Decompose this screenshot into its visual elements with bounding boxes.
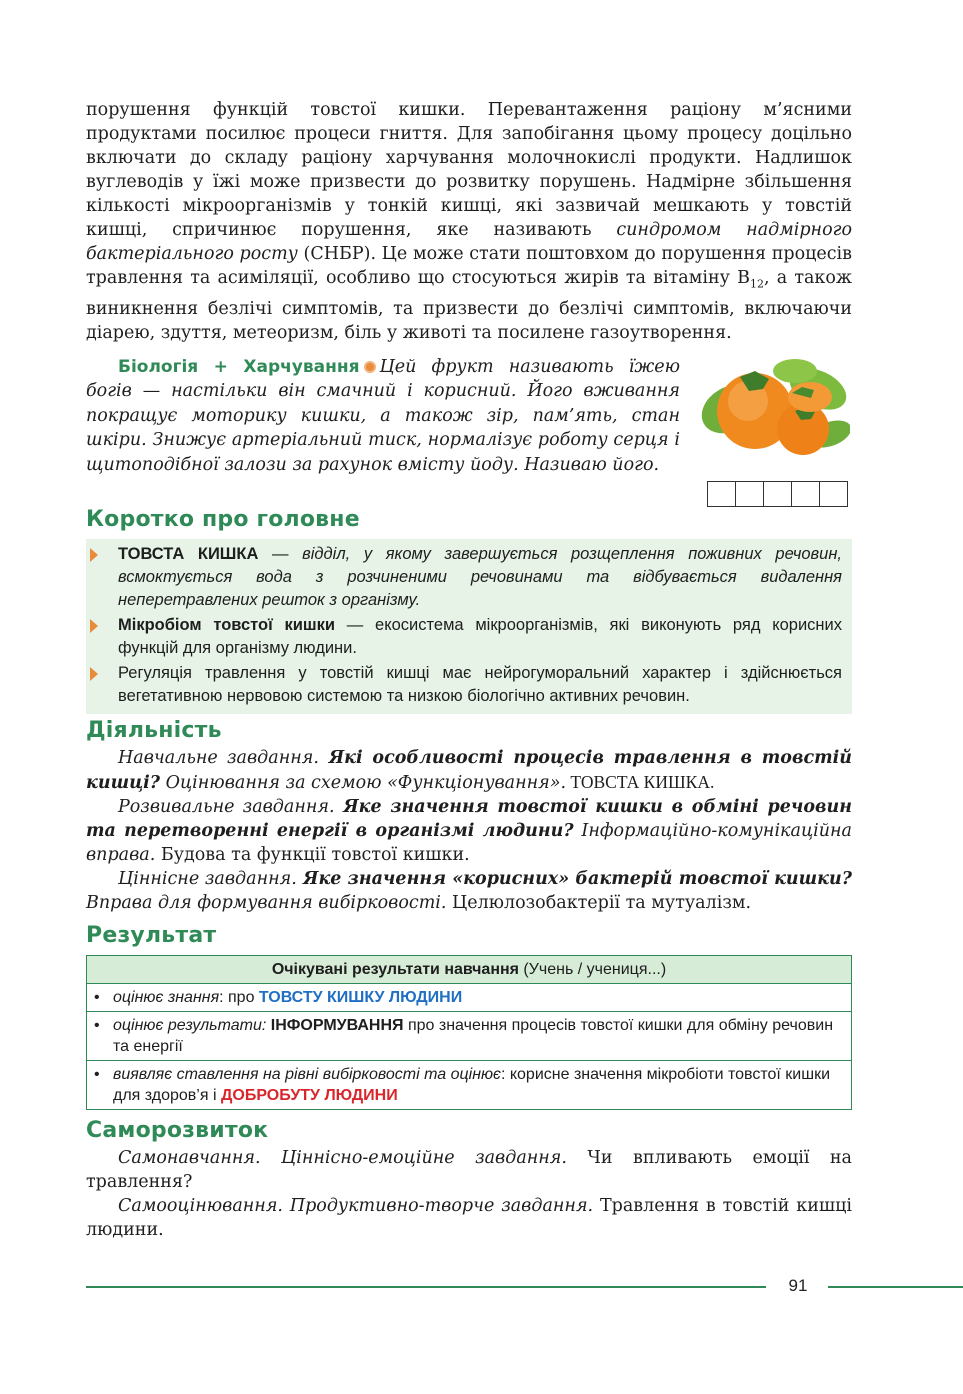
self-task-1: Самонавчання. Ціннісно-емоційне завдання. Чи впливають емоції на травлення? <box>86 1147 852 1192</box>
footer-rule-left <box>86 1286 766 1288</box>
arrow-icon <box>90 619 98 633</box>
persimmon-image <box>700 349 850 459</box>
self-development-section <box>86 1146 852 1242</box>
footer-rule-right <box>828 1286 963 1288</box>
result-heading: Результат <box>86 922 217 948</box>
table-row: • виявляє ставлення на рівні вибірковості та оцінює: корисне значення мікробіоти товстої кишки для здоров’я і ДОБРОБУТУ ЛЮДИНИ <box>87 1060 852 1109</box>
page-number: 91 <box>788 1276 808 1295</box>
activity-task-1: Навчальне завдання. Які особливості процесів травлення в товстій кишці? Оцінювання за схемою «Функціонування». ТОВСТА КИШКА. <box>86 747 852 793</box>
answer-boxes[interactable] <box>708 481 848 507</box>
summary-box <box>86 539 852 714</box>
activity-heading: Діяльність <box>86 717 222 743</box>
results-table <box>86 955 852 1110</box>
self-task-2: Самооцінювання. Продуктивно-творче завдання. Травлення в товстій кишці людини. <box>86 1195 853 1240</box>
answer-box[interactable] <box>791 481 820 507</box>
answer-box[interactable] <box>819 481 848 507</box>
summary-heading: Коротко про головне <box>86 506 360 532</box>
bio-riddle: Біологія + Харчування Цей фрукт називають їжею богів — настільки він смачний і корисний. Його вживання покращує моторику кишки, а також зір, пам’ять, стан шкіри. Знижує артеріальний тиск, нормалізує роботу серця і щитоподібної залози за рахунок вмісту йоду. Називаю його. <box>86 356 681 475</box>
intro-paragraph: порушення функцій товстої кишки. Перевантаження раціону м’ясними продуктами посилює процеси гниття. Для запобігання цьому процесу доцільно включати до складу раціону харчування молочнокислі продукти. Надлишок вуглеводів у їжі може призвести до розвитку порушень. Надмірне збільшення кількості мікроорганізмів у тонкій кишці, які зазвичай мешкають у товстій кишці, спричинює порушення, яке називають синдромом надмірного бактеріального росту (СНБР). Це може стати поштовхом до порушення процесів травлення та асиміляції, особливо що стосуються жирів та вітаміну $B_{12}$, а також виникнення безлічі симптомів, та призвести до безлічі симптомів, включаючи діарею, здуття, метеоризм, біль у животі та посилене газоутворення. <box>86 100 853 343</box>
results-table-header: Очікувані результати навчання (Учень / учениця...) <box>87 955 852 983</box>
biology-nutrition-box <box>86 355 852 505</box>
arrow-icon <box>90 667 98 681</box>
activity-task-3: Ціннісне завдання. Яке значення «корисних» бактерій товстої кишки? Вправа для формування вибірковості. Целюлозобактерії та мутуалізм. <box>86 868 852 913</box>
self-development-heading: Саморозвиток <box>86 1117 269 1143</box>
bio-title: Біологія + Харчування <box>118 356 360 377</box>
flower-icon <box>364 361 376 373</box>
activity-task-2: Розвивальне завдання. Яке значення товстої кишки в обміні речовин та перетворенні енергії в організмі людини? Інформаційно-комунікаційна вправа. Будова та функції товстої кишки. <box>86 796 852 865</box>
table-row: • оцінює результати: ІНФОРМУВАННЯ про значення процесів товстої кишки для обміну речовин та енергії <box>87 1011 852 1060</box>
answer-box[interactable] <box>735 481 764 507</box>
table-row: • оцінює знання: про ТОВСТУ КИШКУ ЛЮДИНИ <box>87 983 852 1011</box>
summary-item: ТОВСТА КИШКА — відділ, у якому завершується розщеплення поживних речовин, всмоктується вода з розчиненими речовинами та відбувається видалення неперетравлених решток з організму. <box>118 543 842 612</box>
page-content <box>86 98 852 1242</box>
answer-box[interactable] <box>707 481 736 507</box>
arrow-icon <box>90 548 98 562</box>
answer-box[interactable] <box>763 481 792 507</box>
activity-section <box>86 746 852 915</box>
summary-item: Регуляція травлення у товстій кишці має нейрогуморальний характер і здійснюється вегетативною нервовою системою та низкою біологічно активних речовин. <box>118 662 842 708</box>
summary-item: Мікробіом товстої кишки — екосистема мікроорганізмів, які виконують ряд корисних функцій для організму людини. <box>118 614 842 660</box>
